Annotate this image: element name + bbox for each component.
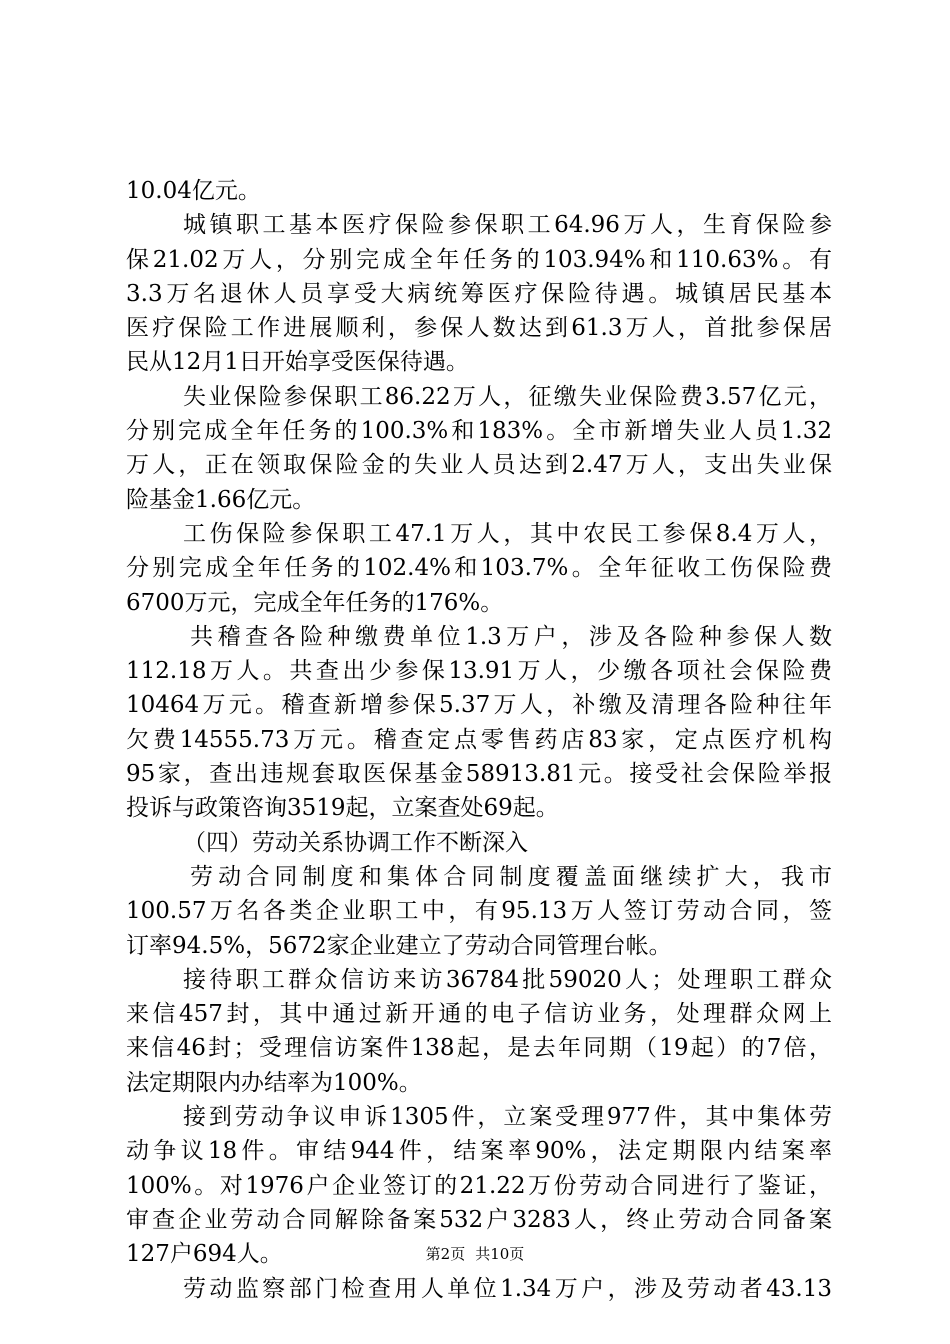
text-line: 接到劳动争议申诉1305件，立案受理977件，其中集体劳 <box>183 1104 832 1131</box>
text-line: 来信457封，其中通过新开通的电子信访业务，处理群众网上 <box>126 1001 832 1028</box>
text-line: 订率94.5%，5672家企业建立了劳动合同管理台帐。 <box>126 932 672 959</box>
text-line: 万人，正在领取保险金的失业人员达到2.47万人，支出失业保 <box>126 452 832 479</box>
text-line: 分别完成全年任务的102.4%和103.7%。全年征收工伤保险费 <box>126 555 832 582</box>
text-line: 劳动合同制度和集体合同制度覆盖面继续扩大，我市 <box>190 863 832 890</box>
text-line: 100%。对1976户企业签订的21.22万份劳动合同进行了鉴证， <box>126 1172 832 1199</box>
text-line: 法定期限内办结率为100%。 <box>126 1069 422 1096</box>
text-line: 分别完成全年任务的100.3%和183%。全市新增失业人员1.32 <box>126 418 832 445</box>
text-line: 6700万元，完成全年任务的176%。 <box>126 589 504 616</box>
text-line: 城镇职工基本医疗保险参保职工64.96万人，生育保险参 <box>183 212 832 239</box>
text-line: 劳动监察部门检查用人单位1.34万户，涉及劳动者43.13 <box>183 1275 832 1302</box>
text-line: 3.3万名退休人员享受大病统筹医疗保险待遇。城镇居民基本 <box>126 280 832 307</box>
text-line: 医疗保险工作进展顺利，参保人数达到61.3万人，首批参保居 <box>126 315 832 342</box>
text-line: 欠费14555.73万元。稽查定点零售药店83家，定点医疗机构 <box>126 726 832 753</box>
page-number: 第2页 <box>425 1245 466 1263</box>
text-line: 10464万元。稽查新增参保5.37万人，补缴及清理各险种往年 <box>126 692 832 719</box>
text-line: 112.18万人。共查出少参保13.91万人，少缴各项社会保险费 <box>126 658 832 685</box>
text-line: 10.04亿元。 <box>126 178 261 204</box>
section-heading: （四）劳动关系协调工作不断深入 <box>183 829 528 856</box>
text-line: 100.57万名各类企业职工中，有95.13万人签订劳动合同，签 <box>126 898 832 925</box>
text-line: 共稽查各险种缴费单位1.3万户，涉及各险种参保人数 <box>190 623 832 650</box>
page-footer <box>0 1244 950 1264</box>
text-line: 工伤保险参保职工47.1万人，其中农民工参保8.4万人， <box>183 520 832 547</box>
page-total: 共10页 <box>475 1245 525 1263</box>
text-line: 险基金1.66亿元。 <box>126 486 316 513</box>
text-line: 审查企业劳动合同解除备案532户3283人，终止劳动合同备案 <box>126 1206 832 1233</box>
text-line: 失业保险参保职工86.22万人，征缴失业保险费3.57亿元， <box>183 383 832 410</box>
text-line: 动争议18件。审结944件，结案率90%，法定期限内结案率 <box>126 1138 832 1165</box>
text-line: 接待职工群众信访来访36784批59020人；处理职工群众 <box>183 966 832 993</box>
text-line: 民从12月1日开始享受医保待遇。 <box>126 349 469 376</box>
text-line: 127户694人。 <box>126 1241 283 1268</box>
text-line: 保21.02万人，分别完成全年任务的103.94%和110.63%。有 <box>126 246 832 273</box>
document-body <box>126 174 832 1306</box>
text-line: 来信46封；受理信访案件138起，是去年同期（19起）的7倍， <box>126 1035 832 1062</box>
text-line: 投诉与政策咨询3519起，立案查处69起。 <box>126 795 559 822</box>
text-line: 95家，查出违规套取医保基金58913.81元。接受社会保险举报 <box>126 761 832 788</box>
